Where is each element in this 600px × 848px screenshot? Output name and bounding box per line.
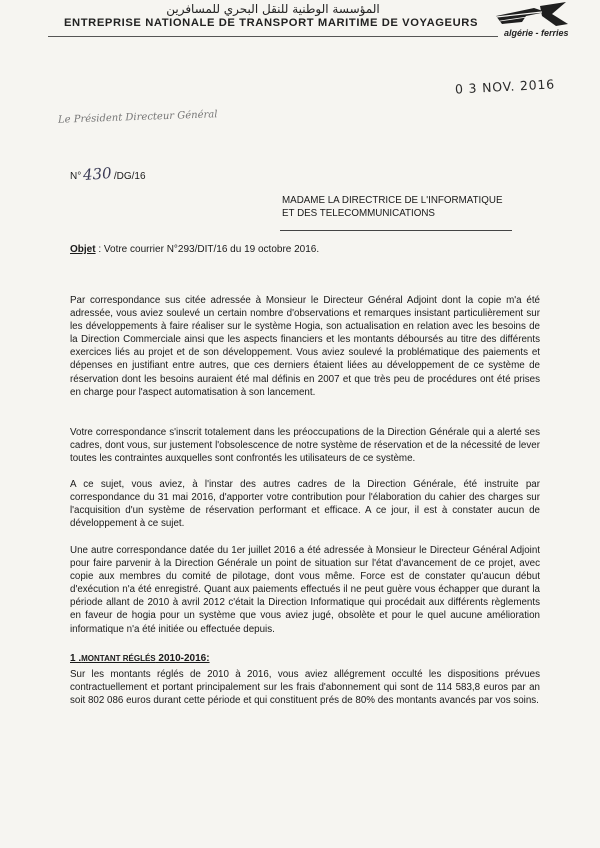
reference-handwritten-number: 430 xyxy=(82,164,113,184)
paragraph-1: Par correspondance sus citée adressée à Monsieur le Directeur Général Adjoint dont la copie m'a été adressée, vous aviez soulevé un certain nombre d'observations et remarques insistant particulièrement sur les développements à faire réaliser sur le système Hogia, son actualisation en relation avec les besoins de la Direction Commerciale ainsi que les aspects financiers et les montants déboursés au titre des différents exercices liés au projet et de son développement. Vous aviez soulevé la problématique des paiements et dépenses en justifiant entre autres, que ces derniers étaient liées au développement de ce système de réservation dont les besoins auraient été mal définis en 2007 et que très peu de procédures ont été prises en charge pour l'aspect automatisation à son lancement. xyxy=(70,295,540,398)
reference-number xyxy=(70,165,146,183)
reference-suffix: /DG/16 xyxy=(113,171,146,182)
date-stamp: 0 3 NOV. 2016 xyxy=(454,76,556,97)
recipient-line-1: MADAME LA DIRECTRICE DE L'INFORMATIQUE xyxy=(282,195,503,206)
arabic-company-name: المؤسسة الوطنية للنقل البحري للمسافرين xyxy=(166,2,380,16)
recipient-line-2: ET DES TELECOMMUNICATIONS xyxy=(282,208,435,219)
paragraph-5: Sur les montants réglés de 2010 à 2016, vous aviez allégrement occulté les dispositions prévues contractuellement et portant principalement sur les frais d'abonnement qui sont de 114 583,8 euros par an soit 802 086 euros durant cette période et qui constituent prés de 80% des montants avancés par vos soins. xyxy=(70,669,540,707)
subject-line xyxy=(70,244,319,255)
section-number: 1 . xyxy=(70,653,82,664)
logo-caption: algérie - ferries xyxy=(504,28,569,38)
header-divider xyxy=(48,36,498,37)
paragraph-2: Votre correspondance s'inscrit totalement dans les préoccupations de la Direction Générale qui a alerté ses cadres, dont vous, sur justement l'obsolescence de notre système de réservation et de la nécessité de lever toutes les contraintes auxquelles sont confrontés les utilisateurs de ce système. xyxy=(70,427,540,465)
recipient-underline xyxy=(280,230,512,231)
section-heading xyxy=(70,653,210,664)
paragraph-3: A ce sujet, vous aviez, à l'instar des autres cadres de la Direction Générale, été instruite par correspondance du 31 mai 2016, d'apporter votre contribution pour l'élaboration du cahier des charges sur l'acquisition d'un système de réservation performant et efficace. A ce jour, il est à constater aucun de développement à ce sujet. xyxy=(70,479,540,530)
handwritten-title: Le Président Directeur Général xyxy=(57,109,218,126)
paragraph-4: Une autre correspondance datée du 1er juillet 2016 a été adressée à Monsieur le Directeur Général Adjoint pour faire parvenir à la Direction Générale un point de situation sur l'état d'avancement de ce projet, avec copie aux membres du comité de pilotage, dont vous même. Force est de constater qu'aucun début d'exécution n'a été enregistré. Quant aux paiements effectués il ne peut guère vous échapper que durant la période allant de 2010 à avril 2012 c'était la Direction Informatique qui procédait aux différents règlements en faveur de hogia pour un système que vous aviez jugé, obsolète et pour le quel aucune amélioration informatique n'a été initiée ou effectuée depuis. xyxy=(70,545,540,635)
reference-prefix: N° xyxy=(70,171,82,182)
section-title: MONTANT RÉGLÉS xyxy=(81,654,156,663)
recipient-block xyxy=(282,194,503,220)
section-years: 2010-2016: xyxy=(155,653,210,664)
subject-text: : Votre courrier N°293/DIT/16 du 19 octobre 2016. xyxy=(95,244,320,255)
company-name: ENTREPRISE NATIONALE DE TRANSPORT MARITIME DE VOYAGEURS xyxy=(64,17,479,29)
subject-label: Objet xyxy=(70,244,96,255)
